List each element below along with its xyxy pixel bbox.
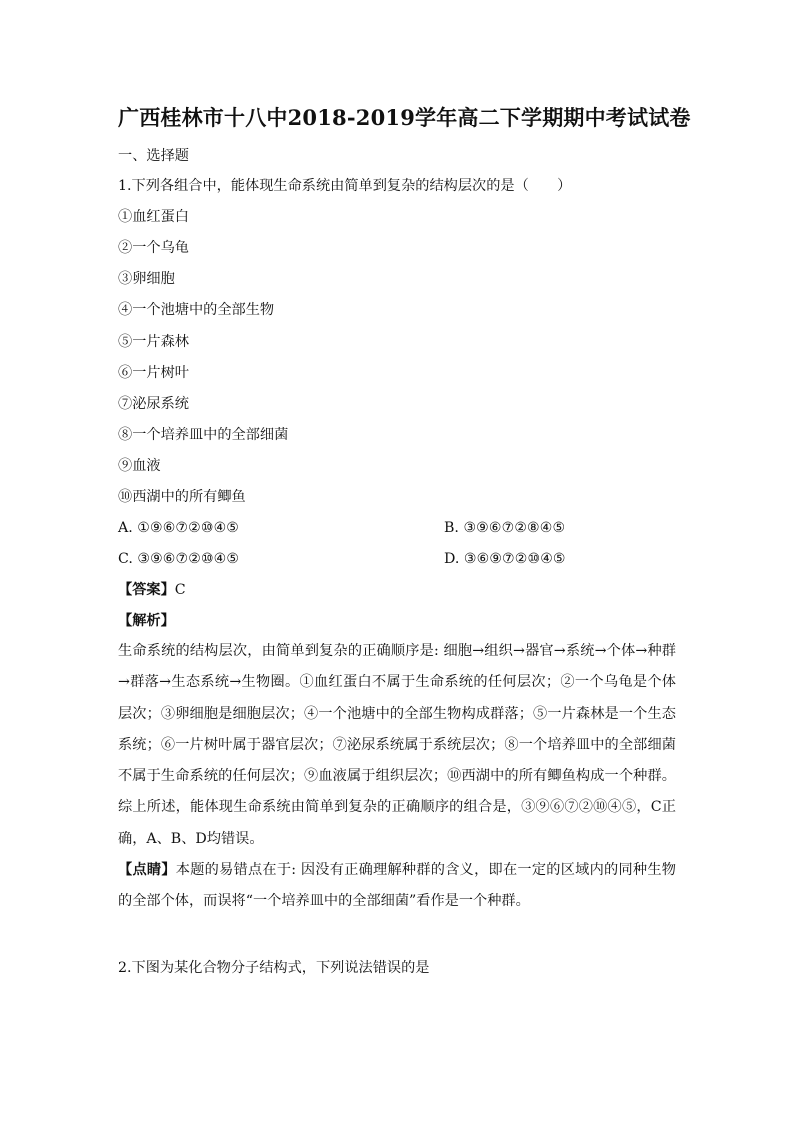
- question-1-item: ⑧一个培养皿中的全部细菌: [118, 427, 289, 443]
- page-title: 广西桂林市十八中2018-2019学年高二下学期期中考试试卷: [118, 105, 691, 130]
- answer-value: C: [174, 582, 186, 598]
- tip-paragraph: [118, 855, 676, 918]
- question-1-item: ②一个乌龟: [118, 240, 189, 256]
- tip-label: 【点睛】: [118, 862, 176, 878]
- answer-label: 【答案】: [118, 582, 175, 598]
- question-1-stem: 1.下列各组合中，能体现生命系统由简单到复杂的结构层次的是（ ）: [118, 178, 572, 194]
- option-c: C. ③⑨⑥⑦②⑩④⑤: [118, 551, 240, 567]
- section-heading: 一、选择题: [118, 148, 189, 164]
- question-1-item: ⑨血液: [118, 458, 161, 474]
- question-1-item: ①血红蛋白: [118, 209, 189, 225]
- question-1-item: ⑩西湖中的所有鲫鱼: [118, 489, 246, 505]
- option-d: D. ③⑥⑨⑦②⑩④⑤: [444, 551, 566, 567]
- analysis-text: 生命系统的结构层次，由简单到复杂的正确顺序是: 细胞→组织→器官→系统→个体→种群→群落→生态系统→生物圈。①血红蛋白不属于生命系统的任何层次；②一个乌龟是个体层次；③卵细胞是细胞层次；④一个池塘中的全部生物构成群落；⑤一片森林是一个生态系统；⑥一片树叶属于器官层次；⑦泌尿系统属于系统层次；⑧一个培养皿中的全部细菌不属于生命系统的任何层次；⑨血液属于组织层次；⑩西湖中的所有鲫鱼构成一个种群。综上所述，能体现生命系统由简单到复杂的正确顺序的组合是，③⑨⑥⑦②⑩④⑤，C正确，A、B、D均错误。: [118, 643, 676, 847]
- question-1-item: ④一个池塘中的全部生物: [118, 302, 275, 318]
- analysis-label: 【解析】: [118, 613, 175, 629]
- question-1-item: ⑤一片森林: [118, 334, 189, 350]
- tip-text: 本题的易错点在于: 因没有正确理解种群的含义，即在一定的区域内的同种生物的全部个体，而误将“一个培养皿中的全部细菌”看作是一个种群。: [118, 862, 676, 910]
- question-2-stem: 2.下图为某化合物分子结构式，下列说法错误的是: [118, 960, 430, 976]
- question-1-item: ⑦泌尿系统: [118, 396, 189, 412]
- option-a: A. ①⑨⑥⑦②⑩④⑤: [118, 520, 240, 536]
- option-b: B. ③⑨⑥⑦②⑧④⑤: [444, 520, 566, 536]
- answer-line: [118, 579, 186, 601]
- question-1-item: ⑥一片树叶: [118, 365, 189, 381]
- question-1-item: ③卵细胞: [118, 271, 175, 287]
